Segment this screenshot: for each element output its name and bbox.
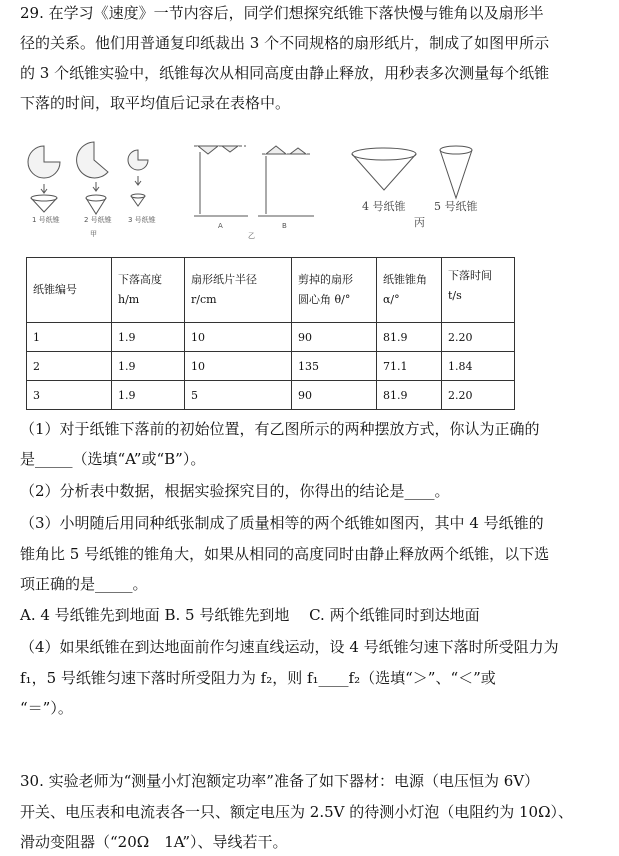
figure-label-b: B	[282, 222, 287, 230]
question-part-3-options: A. 4 号纸锥先到地面 B. 5 号纸锥先到地 C. 两个纸锥同时到达地面	[20, 606, 480, 624]
header-drop-height: 下落高度 h/m	[112, 258, 185, 323]
table-cell: 2.20	[442, 323, 515, 352]
table-cell: 5	[185, 381, 292, 410]
table-row	[27, 381, 515, 410]
figure-caption-jia: 甲	[90, 230, 97, 238]
question-30-line-3: 滑动变阻器（“20Ω 1A”）、导线若干。	[20, 833, 288, 851]
paper-cone-2	[86, 195, 106, 214]
figure-row	[18, 132, 608, 244]
table-cell: 1	[27, 323, 112, 352]
header-fall-time: 下落时间 t/s	[442, 258, 515, 323]
sector-paper-3	[128, 150, 148, 170]
question-part-4-line-2: f₁，5 号纸锥匀速下落时所受阻力为 f₂，则 f₁____f₂（选填“＞”、“＜”或	[20, 669, 496, 687]
question-part-4-line-1: （4）如果纸锥在到达地面前作匀速直线运动，设 4 号纸锥匀速下落时所受阻力为	[20, 638, 559, 656]
table-cell: 90	[292, 381, 377, 410]
question-part-4-line-3: “＝”）。	[20, 699, 73, 717]
sector-paper-2	[77, 142, 108, 178]
header-cone-number: 纸锥编号	[27, 258, 112, 323]
question-29-line-2: 径的关系。他们用普通复印纸裁出 3 个不同规格的扇形纸片，制成了如图甲所示	[20, 34, 550, 52]
sector-paper-1	[28, 146, 60, 178]
header-cut-angle: 剪掉的扇形 圆心角 θ/°	[292, 258, 377, 323]
question-29-line-3: 的 3 个纸锥实验中，纸锥每次从相同高度由静止释放，用秒表多次测量每个纸锥	[20, 64, 550, 82]
placement-diagram	[194, 146, 314, 216]
table-cell: 81.9	[377, 323, 442, 352]
paper-cone-4	[352, 148, 416, 190]
table-cell: 1.84	[442, 352, 515, 381]
figure-caption-bing: 丙	[414, 216, 425, 229]
table-cell: 1.9	[112, 381, 185, 410]
question-part-2: （2）分析表中数据，根据实验探究目的，你得出的结论是____。	[20, 482, 450, 500]
table-cell: 10	[185, 352, 292, 381]
header-cone-angle: 纸锥锥角 α/°	[377, 258, 442, 323]
figure-label-cone-1: 1 号纸锥	[32, 216, 60, 224]
figure-label-a: A	[218, 222, 223, 230]
table-cell: 71.1	[377, 352, 442, 381]
question-part-3-line-3: 项正确的是_____。	[20, 575, 148, 593]
figure-label-cone-2: 2 号纸锥	[84, 216, 112, 224]
question-30-line-1: 30. 实验老师为“测量小灯泡额定功率”准备了如下器材：电源（电压恒为 6V）	[20, 772, 540, 790]
question-part-3-line-2: 锥角比 5 号纸锥的锥角大，如果从相同的高度同时由静止释放两个纸锥，以下选	[20, 545, 550, 563]
table-cell: 2.20	[442, 381, 515, 410]
figure-illustrations	[18, 132, 608, 244]
figure-label-cone-5: 5 号纸锥	[434, 200, 478, 213]
header-sector-radius: 扇形纸片半径 r/cm	[185, 258, 292, 323]
table-cell: 10	[185, 323, 292, 352]
paper-cone-1	[31, 195, 57, 212]
paper-cone-3	[131, 194, 145, 206]
table-cell: 3	[27, 381, 112, 410]
figure-label-cone-4: 4 号纸锥	[362, 200, 406, 213]
table-row	[27, 323, 515, 352]
table-cell: 1.9	[112, 323, 185, 352]
paper-cone-5	[440, 146, 472, 198]
figure-caption-yi: 乙	[248, 232, 255, 240]
question-part-1-line-1: （1）对于纸锥下落前的初始位置，有乙图所示的两种摆放方式，你认为正确的	[20, 420, 540, 438]
table-row	[27, 352, 515, 381]
question-part-1-line-2: 是_____（选填“A”或“B”）。	[20, 450, 206, 468]
data-table	[26, 257, 515, 410]
table-cell: 1.9	[112, 352, 185, 381]
table-header-row	[27, 258, 515, 323]
table-cell: 2	[27, 352, 112, 381]
table-cell: 81.9	[377, 381, 442, 410]
question-29-line-4: 下落的时间，取平均值后记录在表格中。	[20, 94, 291, 112]
question-30-line-2: 开关、电压表和电流表各一只、额定电压为 2.5V 的待测小灯泡（电阻约为 10Ω）、	[20, 803, 574, 821]
question-part-3-line-1: （3）小明随后用同种纸张制成了质量相等的两个纸锥如图丙，其中 4 号纸锥的	[20, 514, 544, 532]
table-cell: 90	[292, 323, 377, 352]
figure-label-cone-3: 3 号纸锥	[128, 216, 156, 224]
question-29-line-1: 29. 在学习《速度》一节内容后，同学们想探究纸锥下落快慢与锥角以及扇形半	[20, 4, 544, 22]
table-cell: 135	[292, 352, 377, 381]
